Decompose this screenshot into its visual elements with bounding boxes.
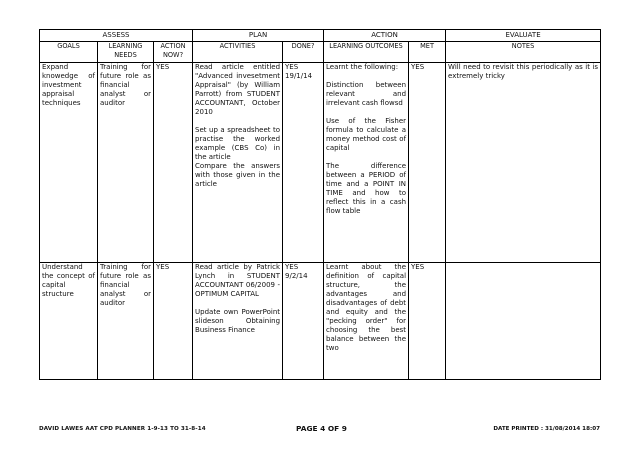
col-met: MET — [409, 42, 446, 63]
col-done: DONE? — [283, 42, 324, 63]
action-header: ACTION — [324, 30, 446, 42]
done-cell: YES 19/1/14 — [283, 63, 324, 263]
goals-cell: Expand knowedge of investment appraisal techniques — [40, 63, 98, 263]
header-group-row — [40, 30, 601, 42]
met-cell: YES — [409, 263, 446, 380]
col-notes: NOTES — [446, 42, 601, 63]
action-now-cell: YES — [154, 263, 193, 380]
action-now-cell: YES — [154, 63, 193, 263]
footer-planner-title: DAVID LAWES AAT CPD PLANNER 1-9-13 TO 31-8-14 — [39, 426, 206, 432]
learning-outcomes-cell: Learnt the following: Distinction between relevant and irrelevant cash flowsd Use of the Fisher formula to calculate a money method cost of capital The difference between a PERIOD of time and a POINT IN TIME and how to reflect this in a cash flow table — [324, 63, 409, 263]
col-action-now: ACTION NOW? — [154, 42, 193, 63]
footer-date-printed: DATE PRINTED : 31/08/2014 18:07 — [493, 426, 600, 432]
evaluate-header: EVALUATE — [446, 30, 601, 42]
notes-cell: Will need to revisit this periodically as it is extremely tricky — [446, 63, 601, 263]
activities-cell: Read article entitled "Advanced invesetment Appraisal" (by William Parrott) from STUDENT ACCOUNTANT, October 2010 Set up a spreadsheet to practise the worked example (CBS Co) in the article Compare the answers with those given in the article — [193, 63, 283, 263]
notes-cell — [446, 263, 601, 380]
met-cell: YES — [409, 63, 446, 263]
column-header-row — [40, 42, 601, 63]
cpd-planner-table — [39, 29, 601, 380]
activities-cell: Read article by Patrick Lynch in STUDENT ACCOUNTANT 06/2009 - OPTIMUM CAPITAL Update own PowerPoint slideson Obtaining Business Finance — [193, 263, 283, 380]
col-goals: GOALS — [40, 42, 98, 63]
learning-outcomes-cell: Learnt about the definition of capital structure, the advantages and disadvantages of debt and equity and the "pecking order" for choosing the best balance between the two — [324, 263, 409, 380]
col-learning-needs: LEARNING NEEDS — [98, 42, 154, 63]
done-cell: YES 9/2/14 — [283, 263, 324, 380]
table-row — [40, 263, 601, 380]
col-activities: ACTIVITIES — [193, 42, 283, 63]
learning-needs-cell: Training for future role as financial analyst or auditor — [98, 63, 154, 263]
goals-cell: Understand the concept of capital structure — [40, 263, 98, 380]
plan-header: PLAN — [193, 30, 324, 42]
table-row — [40, 63, 601, 263]
footer-page-number: PAGE 4 OF 9 — [296, 424, 347, 433]
col-learning-outcomes: LEARNING OUTCOMES — [324, 42, 409, 63]
learning-needs-cell: Training for future role as financial analyst or auditor — [98, 263, 154, 380]
assess-header: ASSESS — [40, 30, 193, 42]
